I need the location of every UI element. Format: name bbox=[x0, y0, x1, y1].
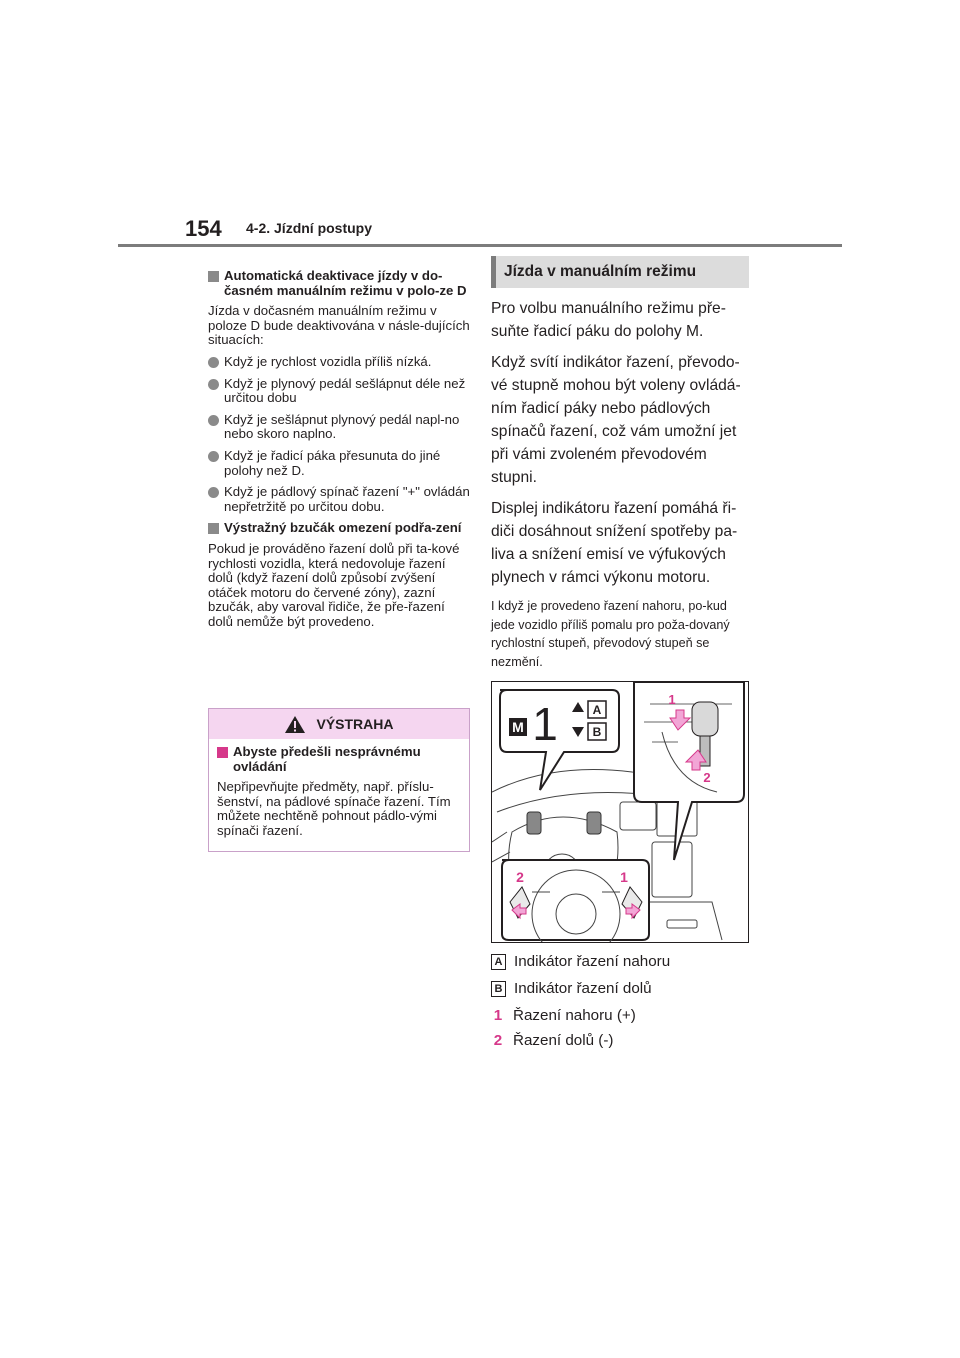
figure-legend bbox=[491, 952, 749, 1051]
left-column bbox=[208, 269, 470, 636]
legend-item bbox=[491, 1006, 749, 1026]
intro-paragraph: Jízda v dočasném manuálním režimu v poloze D bude deaktivována v násle-dujících situacích: bbox=[208, 303, 470, 348]
legend-text: Indikátor řazení dolů bbox=[514, 980, 652, 997]
bullet-dot-icon bbox=[208, 415, 219, 426]
paddle-switches bbox=[527, 812, 601, 834]
list-item: Když je plynový pedál sešlápnut déle než určitou dobu bbox=[208, 377, 470, 406]
chapter-title: 4-2. Jízdní postupy bbox=[246, 220, 373, 236]
lever-label-2: 2 bbox=[703, 770, 711, 785]
page-number: 154 bbox=[185, 216, 222, 241]
right-column bbox=[491, 256, 749, 1058]
legend-text: Řazení nahoru (+) bbox=[513, 1007, 636, 1024]
legend-text: Řazení dolů (-) bbox=[513, 1032, 614, 1049]
header-rule bbox=[118, 244, 842, 247]
shift-illustration bbox=[491, 681, 749, 943]
shift-knob bbox=[692, 702, 718, 736]
legend-item bbox=[491, 979, 749, 999]
bullet-dot-icon bbox=[208, 379, 219, 390]
buzzer-paragraph: Pokud je prováděno řazení dolů při ta-kové rychlosti vozidla, která nedovoluje řazení dolů (když řazení dolů způsobí zvýšení otáček motoru do červené zóny), zazní bzučák, aby varoval řidiče, že pře-řazení dolů nemůže být provedeno. bbox=[208, 540, 460, 629]
legend-key: 2 bbox=[493, 1032, 503, 1049]
dashboard-illustration bbox=[492, 682, 748, 942]
list-item: Když je řadicí páka přesunuta do jiné polohy než D. bbox=[208, 449, 470, 478]
square-bullet-icon bbox=[208, 523, 219, 534]
bullet-dot-icon bbox=[208, 487, 219, 498]
shift-lever-callout bbox=[634, 682, 744, 860]
legend-key: 1 bbox=[493, 1007, 503, 1024]
list-item: Když je pádlový spínač řazení "+" ovládán nepřetržitě po určitou dobu. bbox=[208, 485, 470, 514]
warning-box bbox=[208, 708, 470, 852]
indicator-callout bbox=[500, 690, 619, 790]
gear-number: 1 bbox=[532, 698, 558, 750]
bullet-dot-icon bbox=[208, 357, 219, 368]
paragraph-manual-mode: Pro volbu manuálního režimu pře-suňte řadicí páku do polohy M. bbox=[491, 300, 726, 340]
subheading-warning-buzzer: Výstražný bzučák omezení podřa-zení bbox=[208, 521, 470, 536]
square-bullet-icon bbox=[208, 271, 219, 282]
paddle-label-2: 2 bbox=[516, 869, 524, 885]
section-heading: Jízda v manuálním režimu bbox=[491, 256, 749, 288]
warning-title: VÝSTRAHA bbox=[316, 716, 394, 732]
bullet-dot-icon bbox=[208, 451, 219, 462]
lever-label-1: 1 bbox=[668, 692, 676, 707]
subheading-auto-deactivation: Automatická deaktivace jízdy v do-časném manuálním režimu v polo-ze D bbox=[208, 269, 470, 298]
legend-item bbox=[491, 1031, 749, 1051]
paddle-label-1: 1 bbox=[620, 869, 628, 885]
legend-key: A bbox=[491, 954, 506, 970]
warning-text: Nepřipevňujte předměty, např. příslu-šenství, na pádlové spínače řazení. Tím můžete nechtěně pohnout pádlo-vými spínači řazení. bbox=[217, 779, 451, 838]
warning-triangle-icon bbox=[284, 715, 306, 734]
paragraph-indicator: Displej indikátoru řazení pomáhá ři-diči dosáhnout snížení spotřeby pa-liva a snížení emisí ve výfukových plynech v rámci výkonu motoru. bbox=[491, 500, 738, 586]
label-b: B bbox=[592, 725, 602, 739]
legend-text: Indikátor řazení nahoru bbox=[514, 953, 671, 970]
legend-key: B bbox=[491, 981, 506, 997]
warning-subheading: Abyste předešli nesprávnému ovládání bbox=[217, 745, 461, 774]
warning-header bbox=[209, 709, 469, 739]
note-paragraph: I když je provedeno řazení nahoru, po-kud jede vozidlo příliš pomalu pro poža-dovaný rychlostní stupeň, převodový stupeň se nezmění. bbox=[491, 599, 730, 669]
square-bullet-icon bbox=[217, 747, 228, 758]
label-a: A bbox=[592, 703, 602, 717]
legend-item bbox=[491, 952, 749, 972]
paddle-callout bbox=[502, 860, 649, 942]
paragraph-gear-selection: Když svítí indikátor řazení, převodo-vé stupně mohou být voleny ovládá-ním řadicí páky nebo pádlových spínačů řazení, což vám umožní jet při vámi zvoleném převodovém stupni. bbox=[491, 354, 741, 486]
list-item: Když je sešlápnut plynový pedál napl-no nebo skoro naplno. bbox=[208, 413, 470, 442]
mode-letter: M bbox=[512, 719, 524, 735]
list-item: Když je rychlost vozidla příliš nízká. bbox=[208, 355, 470, 370]
